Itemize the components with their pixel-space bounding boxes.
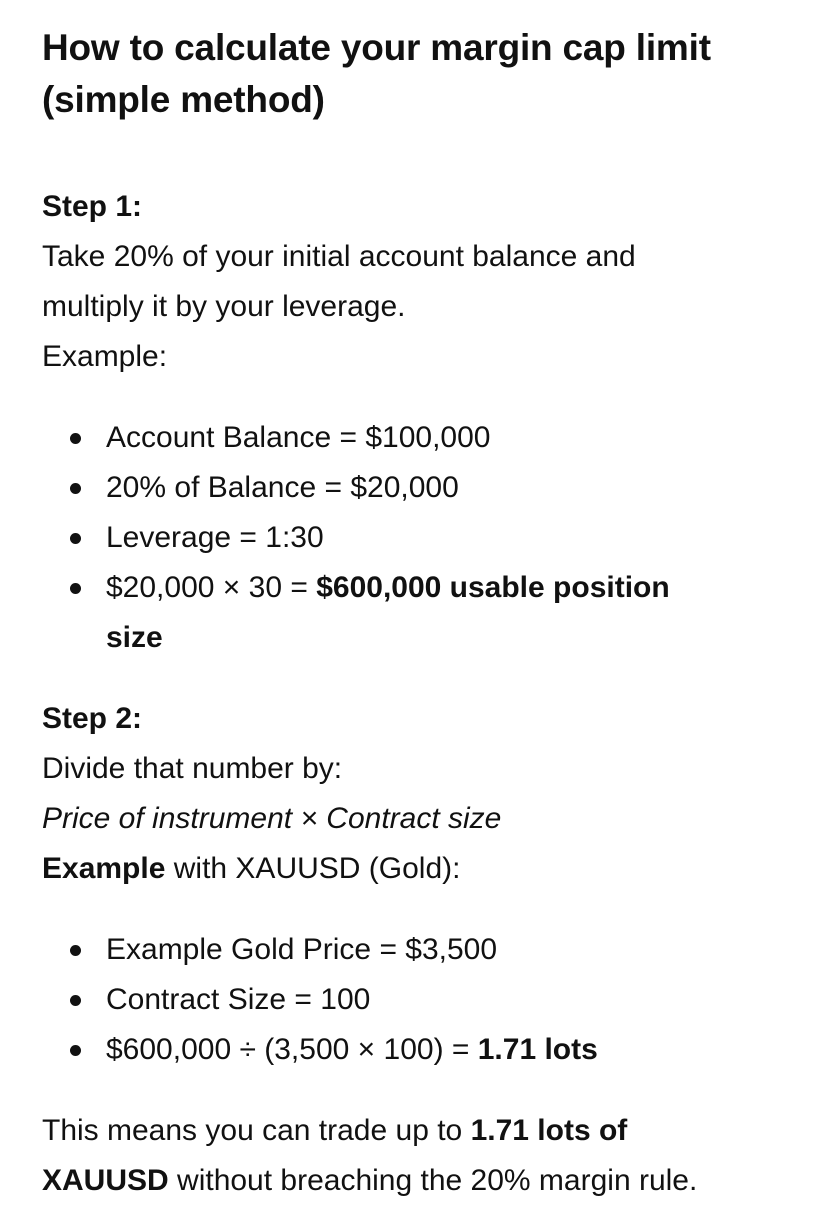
step-1-example-label: Example:: [42, 340, 168, 373]
list-item: [42, 563, 803, 663]
list-item-text: Contract Size = 100: [106, 983, 371, 1016]
example-rest-text: with XAUUSD (Gold):: [165, 852, 461, 885]
step-1-text-line-1: Take 20% of your initial account balance and: [42, 240, 636, 273]
list-item: [42, 413, 803, 463]
conclusion-text: This means you can trade up to: [42, 1114, 471, 1147]
bullet-dot-icon: [70, 1045, 81, 1056]
step-2-bullet-list: [42, 925, 803, 1075]
list-item-text: $20,000 × 30 =: [106, 571, 317, 604]
list-item-text: $600,000 ÷ (3,500 × 100) =: [106, 1033, 478, 1066]
list-item-text: Leverage = 1:30: [106, 521, 324, 554]
bullet-dot-icon: [70, 995, 81, 1006]
bullet-dot-icon: [70, 433, 81, 444]
conclusion-line-2: [42, 1156, 803, 1206]
step-1-heading: Step 1:: [42, 190, 143, 223]
step-2-example-label: [42, 844, 803, 894]
list-item: [42, 463, 803, 513]
page-title: [42, 22, 803, 126]
conclusion-text: without breaching the 20% margin rule.: [168, 1164, 698, 1197]
conclusion-line-1: [42, 1106, 803, 1156]
bullet-dot-icon: [70, 533, 81, 544]
bullet-dot-icon: [70, 583, 81, 594]
list-item-text: Account Balance = $100,000: [106, 421, 491, 454]
list-item: [42, 513, 803, 563]
list-item: [42, 1025, 803, 1075]
example-bold-label: Example: [42, 852, 166, 885]
step-1-bullet-list: [42, 413, 803, 663]
list-item: [42, 925, 803, 975]
conclusion-lots: 1.71 lots of: [470, 1114, 628, 1147]
lots-result: 1.71 lots: [477, 1033, 598, 1066]
step-1-section: [42, 182, 803, 663]
conclusion-symbol: XAUUSD: [42, 1164, 169, 1197]
bullet-dot-icon: [70, 483, 81, 494]
step-2-section: [42, 694, 803, 1075]
title-line-2: (simple method): [42, 79, 325, 120]
usable-position-size-cont: size: [106, 621, 163, 654]
list-item: [42, 975, 803, 1025]
step-1-text-line-2: multiply it by your leverage.: [42, 290, 406, 323]
title-line-1: How to calculate your margin cap limit: [42, 27, 711, 68]
bullet-dot-icon: [70, 945, 81, 956]
list-item-text: 20% of Balance = $20,000: [106, 471, 459, 504]
list-item-text: Example Gold Price = $3,500: [106, 933, 498, 966]
usable-position-size: $600,000 usable position: [316, 571, 670, 604]
step-2-text-line-1: Divide that number by:: [42, 752, 343, 785]
step-2-heading: Step 2:: [42, 702, 143, 735]
conclusion-section: [42, 1106, 803, 1206]
step-2-formula: Price of instrument × Contract size: [42, 802, 502, 835]
